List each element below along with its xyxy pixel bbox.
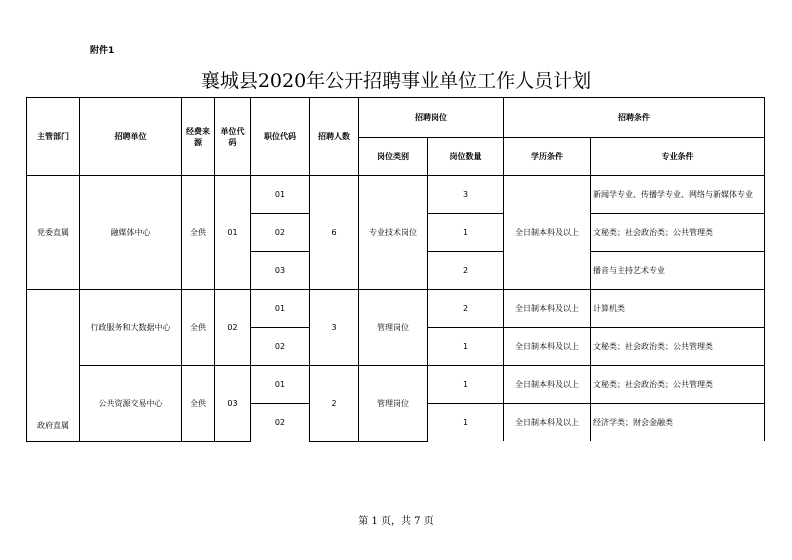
position-count-cell: 1	[428, 328, 504, 366]
major-cell: 经济学类；财会金融类	[591, 404, 765, 442]
header-positions: 招聘岗位	[359, 98, 504, 138]
header-position-count: 岗位数量	[428, 138, 504, 176]
position-code-cell: 02	[251, 214, 310, 252]
headcount-cell: 2	[310, 366, 359, 442]
major-cell: 文秘类；社会政治类；公共管理类	[591, 366, 765, 404]
position-code-cell: 02	[251, 328, 310, 366]
dept-cell: 政府直属	[27, 290, 80, 442]
position-type-cell: 专业技术岗位	[359, 176, 428, 290]
page-footer: 第 1 页，共 7 页	[358, 516, 434, 527]
unit-code-cell: 01	[215, 176, 251, 290]
header-headcount: 招聘人数	[310, 98, 359, 176]
dept-cell: 党委直属	[27, 176, 80, 290]
position-count-cell: 2	[428, 252, 504, 290]
headcount-cell: 3	[310, 290, 359, 366]
unit-cell: 公共资源交易中心	[80, 366, 182, 442]
recruitment-plan-table	[26, 97, 765, 442]
unit-code-cell: 03	[215, 366, 251, 442]
header-unit: 招聘单位	[80, 98, 182, 176]
headcount-cell: 6	[310, 176, 359, 290]
education-cell: 全日制本科及以上	[504, 404, 591, 442]
position-type-cell: 管理岗位	[359, 366, 428, 442]
header-unit-code: 单位代码	[215, 98, 251, 176]
position-count-cell: 3	[428, 176, 504, 214]
header-position-type: 岗位类别	[359, 138, 428, 176]
position-type-cell: 管理岗位	[359, 290, 428, 366]
position-code-cell: 02	[251, 404, 310, 442]
table-row	[27, 366, 765, 404]
major-cell: 文秘类；社会政治类；公共管理类	[591, 328, 765, 366]
education-cell: 全日制本科及以上	[504, 366, 591, 404]
unit-cell: 行政服务和大数据中心	[80, 290, 182, 366]
funding-cell: 全供	[182, 290, 215, 366]
major-cell: 播音与主持艺术专业	[591, 252, 765, 290]
position-count-cell: 2	[428, 290, 504, 328]
major-cell: 新闻学专业、传播学专业、网络与新媒体专业	[591, 176, 765, 214]
header-conditions: 招聘条件	[504, 98, 765, 138]
page-title: 襄城县2020年公开招聘事业单位工作人员计划	[200, 70, 592, 92]
position-code-cell: 01	[251, 176, 310, 214]
header-major: 专业条件	[591, 138, 765, 176]
header-funding: 经费来源	[182, 98, 215, 176]
position-count-cell: 1	[428, 366, 504, 404]
education-cell: 全日制本科及以上	[504, 328, 591, 366]
funding-cell: 全供	[182, 176, 215, 290]
header-position-code: 职位代码	[251, 98, 310, 176]
table-row	[27, 290, 765, 328]
table-row	[27, 176, 765, 214]
position-code-cell: 03	[251, 252, 310, 290]
position-count-cell: 1	[428, 404, 504, 442]
education-cell: 全日制本科及以上	[504, 176, 591, 290]
attachment-label: 附件1	[90, 46, 115, 56]
unit-cell: 融媒体中心	[80, 176, 182, 290]
header-dept: 主管部门	[27, 98, 80, 176]
unit-code-cell: 02	[215, 290, 251, 366]
header-education: 学历条件	[504, 138, 591, 176]
major-cell: 计算机类	[591, 290, 765, 328]
funding-cell: 全供	[182, 366, 215, 442]
position-count-cell: 1	[428, 214, 504, 252]
education-cell: 全日制本科及以上	[504, 290, 591, 328]
major-cell: 文秘类；社会政治类；公共管理类	[591, 214, 765, 252]
position-code-cell: 01	[251, 290, 310, 328]
position-code-cell: 01	[251, 366, 310, 404]
header-row-1	[27, 98, 765, 138]
